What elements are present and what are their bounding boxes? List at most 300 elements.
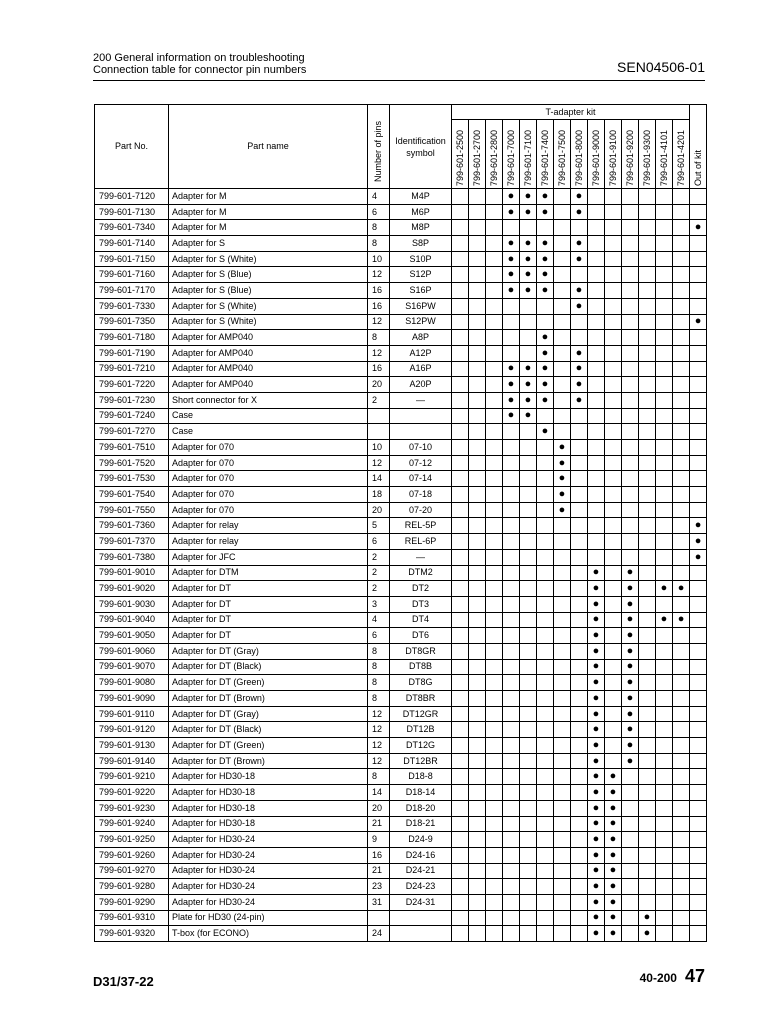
cell-id-symbol: [390, 424, 452, 440]
cell-id-symbol: S12P: [390, 267, 452, 283]
kit-cell: [469, 251, 486, 267]
kit-cell: [656, 502, 673, 518]
kit-cell: [486, 863, 503, 879]
kit-dot: ●: [554, 455, 571, 471]
kit-cell: [622, 377, 639, 393]
kit-cell: [520, 612, 537, 628]
kit-cell: [690, 894, 707, 910]
header-kit-2800: 799-601-2800: [486, 120, 503, 189]
cell-id-symbol: D24-9: [390, 832, 452, 848]
kit-cell: [673, 392, 690, 408]
cell-part-name: Adapter for relay: [169, 518, 368, 534]
kit-cell: [452, 722, 469, 738]
kit-cell: [452, 643, 469, 659]
cell-part-no: 799-601-9050: [95, 628, 169, 644]
kit-cell: [486, 675, 503, 691]
table-row: [95, 392, 707, 408]
cell-part-no: 799-601-7240: [95, 408, 169, 424]
table-row: [95, 251, 707, 267]
header-kit-7500: 799-601-7500: [554, 120, 571, 189]
kit-cell: [656, 738, 673, 754]
kit-cell: [520, 832, 537, 848]
kit-dot: ●: [588, 581, 605, 597]
kit-dot: ●: [503, 408, 520, 424]
kit-cell: [605, 361, 622, 377]
connector-pin-table: [94, 104, 707, 942]
kit-cell: [554, 220, 571, 236]
kit-cell: [452, 879, 469, 895]
kit-dot: ●: [605, 910, 622, 926]
kit-cell: [656, 847, 673, 863]
cell-part-name: Case: [169, 424, 368, 440]
kit-cell: [605, 675, 622, 691]
kit-cell: [690, 675, 707, 691]
table-row: [95, 204, 707, 220]
kit-cell: [656, 283, 673, 299]
kit-cell: [486, 236, 503, 252]
cell-part-no: 799-601-9120: [95, 722, 169, 738]
cell-part-no: 799-601-9270: [95, 863, 169, 879]
cell-id-symbol: 07-10: [390, 440, 452, 456]
kit-cell: [452, 298, 469, 314]
kit-cell: [622, 455, 639, 471]
kit-cell: [639, 738, 656, 754]
kit-cell: [656, 377, 673, 393]
kit-cell: [469, 565, 486, 581]
kit-cell: [537, 675, 554, 691]
kit-dot: ●: [520, 377, 537, 393]
kit-cell: [571, 894, 588, 910]
kit-cell: [537, 659, 554, 675]
kit-cell: [622, 408, 639, 424]
kit-cell: [486, 612, 503, 628]
kit-cell: [486, 251, 503, 267]
kit-cell: [673, 424, 690, 440]
kit-cell: [673, 518, 690, 534]
table-row: [95, 738, 707, 754]
kit-dot: ●: [588, 659, 605, 675]
kit-dot: ●: [588, 847, 605, 863]
kit-cell: [537, 910, 554, 926]
kit-dot: ●: [537, 424, 554, 440]
cell-part-no: 799-601-7340: [95, 220, 169, 236]
kit-cell: [673, 832, 690, 848]
cell-part-name: Adapter for JFC: [169, 549, 368, 565]
kit-dot: ●: [622, 581, 639, 597]
cell-part-name: Adapter for HD30-18: [169, 800, 368, 816]
kit-cell: [554, 204, 571, 220]
kit-cell: [452, 518, 469, 534]
kit-cell: [673, 455, 690, 471]
kit-cell: [639, 863, 656, 879]
cell-num-pins: 16: [368, 298, 390, 314]
kit-cell: [571, 910, 588, 926]
kit-cell: [673, 549, 690, 565]
cell-num-pins: 2: [368, 549, 390, 565]
kit-cell: [571, 659, 588, 675]
kit-cell: [520, 926, 537, 942]
cell-part-name: Adapter for DT (Black): [169, 659, 368, 675]
cell-num-pins: 12: [368, 722, 390, 738]
kit-dot: ●: [571, 377, 588, 393]
kit-cell: [673, 189, 690, 205]
cell-part-name: Adapter for S (White): [169, 298, 368, 314]
kit-cell: [656, 518, 673, 534]
kit-cell: [605, 471, 622, 487]
kit-dot: ●: [537, 345, 554, 361]
kit-cell: [690, 832, 707, 848]
kit-cell: [690, 298, 707, 314]
kit-cell: [554, 267, 571, 283]
table-row: [95, 189, 707, 205]
kit-cell: [571, 706, 588, 722]
cell-part-no: 799-601-9060: [95, 643, 169, 659]
table-row: [95, 643, 707, 659]
kit-cell: [690, 565, 707, 581]
cell-part-no: 799-601-7380: [95, 549, 169, 565]
header-kit-7000: 799-601-7000: [503, 120, 520, 189]
kit-cell: [690, 251, 707, 267]
kit-dot: ●: [520, 392, 537, 408]
cell-num-pins: 12: [368, 753, 390, 769]
kit-cell: [452, 675, 469, 691]
kit-cell: [605, 408, 622, 424]
kit-cell: [486, 377, 503, 393]
cell-part-no: 799-601-7140: [95, 236, 169, 252]
kit-cell: [486, 643, 503, 659]
kit-cell: [605, 706, 622, 722]
kit-dot: ●: [520, 361, 537, 377]
kit-cell: [690, 392, 707, 408]
cell-num-pins: 9: [368, 832, 390, 848]
kit-cell: [690, 581, 707, 597]
kit-cell: [537, 800, 554, 816]
kit-cell: [554, 675, 571, 691]
kit-cell: [622, 189, 639, 205]
kit-cell: [469, 816, 486, 832]
kit-dot: ●: [503, 251, 520, 267]
kit-dot: ●: [690, 314, 707, 330]
kit-cell: [690, 800, 707, 816]
cell-part-no: 799-601-7120: [95, 189, 169, 205]
kit-cell: [639, 408, 656, 424]
kit-cell: [469, 722, 486, 738]
kit-dot: ●: [571, 283, 588, 299]
kit-cell: [639, 471, 656, 487]
kit-cell: [690, 267, 707, 283]
kit-cell: [537, 832, 554, 848]
kit-cell: [622, 518, 639, 534]
kit-cell: [554, 361, 571, 377]
kit-cell: [639, 361, 656, 377]
kit-cell: [520, 675, 537, 691]
kit-cell: [673, 879, 690, 895]
kit-cell: [537, 691, 554, 707]
kit-cell: [656, 455, 673, 471]
table-row: [95, 832, 707, 848]
cell-id-symbol: DT8GR: [390, 643, 452, 659]
kit-cell: [571, 769, 588, 785]
kit-cell: [469, 267, 486, 283]
cell-part-name: Adapter for 070: [169, 471, 368, 487]
kit-cell: [486, 706, 503, 722]
kit-cell: [452, 220, 469, 236]
kit-dot: ●: [537, 236, 554, 252]
kit-cell: [503, 314, 520, 330]
kit-cell: [452, 283, 469, 299]
cell-num-pins: 8: [368, 643, 390, 659]
kit-cell: [469, 785, 486, 801]
cell-part-no: 799-601-9130: [95, 738, 169, 754]
kit-cell: [452, 455, 469, 471]
kit-cell: [469, 518, 486, 534]
cell-part-name: Adapter for AMP040: [169, 377, 368, 393]
kit-cell: [503, 628, 520, 644]
kit-cell: [452, 502, 469, 518]
cell-part-name: Adapter for S (White): [169, 251, 368, 267]
kit-cell: [588, 330, 605, 346]
kit-cell: [690, 596, 707, 612]
kit-dot: ●: [571, 345, 588, 361]
kit-cell: [571, 612, 588, 628]
cell-part-name: Adapter for HD30-18: [169, 816, 368, 832]
kit-cell: [486, 753, 503, 769]
kit-cell: [622, 283, 639, 299]
kit-cell: [673, 534, 690, 550]
kit-cell: [673, 236, 690, 252]
kit-cell: [571, 879, 588, 895]
table-row: [95, 330, 707, 346]
kit-cell: [503, 832, 520, 848]
kit-cell: [520, 298, 537, 314]
kit-cell: [622, 392, 639, 408]
cell-part-no: 799-601-9210: [95, 769, 169, 785]
header-kit-9100: 799-601-9100: [605, 120, 622, 189]
cell-id-symbol: D24-23: [390, 879, 452, 895]
kit-cell: [673, 894, 690, 910]
kit-cell: [554, 392, 571, 408]
cell-part-name: Adapter for DT (Green): [169, 738, 368, 754]
kit-dot: ●: [622, 643, 639, 659]
kit-cell: [537, 816, 554, 832]
cell-num-pins: 2: [368, 392, 390, 408]
kit-cell: [690, 769, 707, 785]
cell-part-name: Adapter for S (Blue): [169, 283, 368, 299]
kit-cell: [469, 847, 486, 863]
kit-cell: [622, 345, 639, 361]
kit-cell: [588, 455, 605, 471]
cell-id-symbol: S16PW: [390, 298, 452, 314]
kit-cell: [571, 753, 588, 769]
kit-cell: [639, 392, 656, 408]
kit-cell: [554, 691, 571, 707]
cell-part-no: 799-601-7510: [95, 440, 169, 456]
cell-num-pins: [368, 408, 390, 424]
kit-cell: [690, 408, 707, 424]
kit-dot: ●: [588, 769, 605, 785]
kit-cell: [656, 487, 673, 503]
kit-cell: [673, 502, 690, 518]
cell-id-symbol: DT8G: [390, 675, 452, 691]
kit-cell: [503, 596, 520, 612]
table-row: [95, 298, 707, 314]
kit-cell: [639, 612, 656, 628]
kit-cell: [486, 800, 503, 816]
kit-cell: [656, 565, 673, 581]
kit-cell: [486, 549, 503, 565]
table-row: [95, 487, 707, 503]
kit-dot: ●: [571, 204, 588, 220]
kit-cell: [537, 408, 554, 424]
kit-cell: [605, 691, 622, 707]
kit-cell: [656, 643, 673, 659]
kit-cell: [520, 565, 537, 581]
header-num-pins: Number of pins: [368, 105, 390, 189]
kit-cell: [503, 643, 520, 659]
kit-cell: [503, 863, 520, 879]
kit-cell: [452, 314, 469, 330]
cell-part-no: 799-601-9090: [95, 691, 169, 707]
kit-cell: [605, 581, 622, 597]
kit-cell: [469, 894, 486, 910]
kit-cell: [588, 204, 605, 220]
kit-dot: ●: [537, 392, 554, 408]
kit-dot: ●: [537, 330, 554, 346]
kit-cell: [622, 204, 639, 220]
kit-cell: [656, 392, 673, 408]
kit-dot: ●: [605, 894, 622, 910]
kit-cell: [452, 440, 469, 456]
footer-page: [640, 966, 705, 987]
kit-cell: [503, 785, 520, 801]
kit-dot: ●: [622, 706, 639, 722]
kit-cell: [639, 424, 656, 440]
table-row: [95, 926, 707, 942]
table-row: [95, 847, 707, 863]
kit-cell: [605, 440, 622, 456]
cell-id-symbol: REL-5P: [390, 518, 452, 534]
kit-dot: ●: [622, 675, 639, 691]
cell-num-pins: 16: [368, 361, 390, 377]
kit-cell: [622, 314, 639, 330]
kit-dot: ●: [503, 283, 520, 299]
kit-cell: [605, 314, 622, 330]
kit-cell: [605, 298, 622, 314]
kit-cell: [656, 816, 673, 832]
kit-cell: [452, 189, 469, 205]
table-row: [95, 518, 707, 534]
table-row: [95, 314, 707, 330]
kit-cell: [571, 330, 588, 346]
cell-part-name: Adapter for DT: [169, 596, 368, 612]
kit-cell: [690, 926, 707, 942]
kit-dot: ●: [554, 502, 571, 518]
kit-cell: [452, 377, 469, 393]
kit-cell: [452, 251, 469, 267]
kit-cell: [537, 769, 554, 785]
table-row: [95, 377, 707, 393]
kit-cell: [469, 769, 486, 785]
kit-cell: [690, 722, 707, 738]
kit-cell: [571, 722, 588, 738]
cell-num-pins: 20: [368, 377, 390, 393]
kit-cell: [452, 534, 469, 550]
kit-cell: [605, 455, 622, 471]
cell-id-symbol: D18-20: [390, 800, 452, 816]
cell-num-pins: 8: [368, 330, 390, 346]
kit-cell: [690, 706, 707, 722]
kit-dot: ●: [503, 236, 520, 252]
cell-id-symbol: —: [390, 392, 452, 408]
cell-num-pins: 16: [368, 847, 390, 863]
kit-dot: ●: [503, 189, 520, 205]
table-row: [95, 581, 707, 597]
kit-cell: [656, 691, 673, 707]
cell-part-no: 799-601-7180: [95, 330, 169, 346]
kit-dot: ●: [639, 926, 656, 942]
kit-cell: [452, 816, 469, 832]
kit-cell: [520, 596, 537, 612]
kit-cell: [537, 534, 554, 550]
kit-cell: [486, 722, 503, 738]
kit-cell: [690, 471, 707, 487]
table-row: [95, 440, 707, 456]
kit-cell: [690, 189, 707, 205]
kit-cell: [452, 847, 469, 863]
cell-id-symbol: 07-12: [390, 455, 452, 471]
kit-cell: [452, 769, 469, 785]
kit-cell: [469, 675, 486, 691]
kit-cell: [520, 440, 537, 456]
kit-cell: [554, 408, 571, 424]
cell-part-no: 799-601-9020: [95, 581, 169, 597]
kit-cell: [588, 471, 605, 487]
kit-cell: [605, 204, 622, 220]
kit-cell: [639, 283, 656, 299]
kit-cell: [639, 189, 656, 205]
kit-cell: [469, 581, 486, 597]
cell-part-no: 799-601-7520: [95, 455, 169, 471]
kit-cell: [571, 628, 588, 644]
kit-cell: [639, 596, 656, 612]
table-row: [95, 345, 707, 361]
kit-dot: ●: [622, 628, 639, 644]
kit-cell: [673, 283, 690, 299]
kit-dot: ●: [605, 800, 622, 816]
cell-part-no: 799-601-7210: [95, 361, 169, 377]
kit-cell: [486, 769, 503, 785]
kit-cell: [656, 910, 673, 926]
kit-cell: [656, 549, 673, 565]
kit-cell: [469, 314, 486, 330]
cell-part-name: Adapter for 070: [169, 455, 368, 471]
kit-cell: [469, 377, 486, 393]
cell-id-symbol: A8P: [390, 330, 452, 346]
kit-dot: ●: [605, 832, 622, 848]
kit-cell: [673, 800, 690, 816]
cell-num-pins: 2: [368, 581, 390, 597]
kit-dot: ●: [605, 816, 622, 832]
cell-part-no: 799-601-7270: [95, 424, 169, 440]
kit-cell: [469, 691, 486, 707]
kit-cell: [690, 424, 707, 440]
kit-dot: ●: [537, 251, 554, 267]
kit-cell: [690, 753, 707, 769]
kit-cell: [537, 926, 554, 942]
kit-cell: [554, 612, 571, 628]
kit-cell: [622, 863, 639, 879]
cell-id-symbol: DT2: [390, 581, 452, 597]
